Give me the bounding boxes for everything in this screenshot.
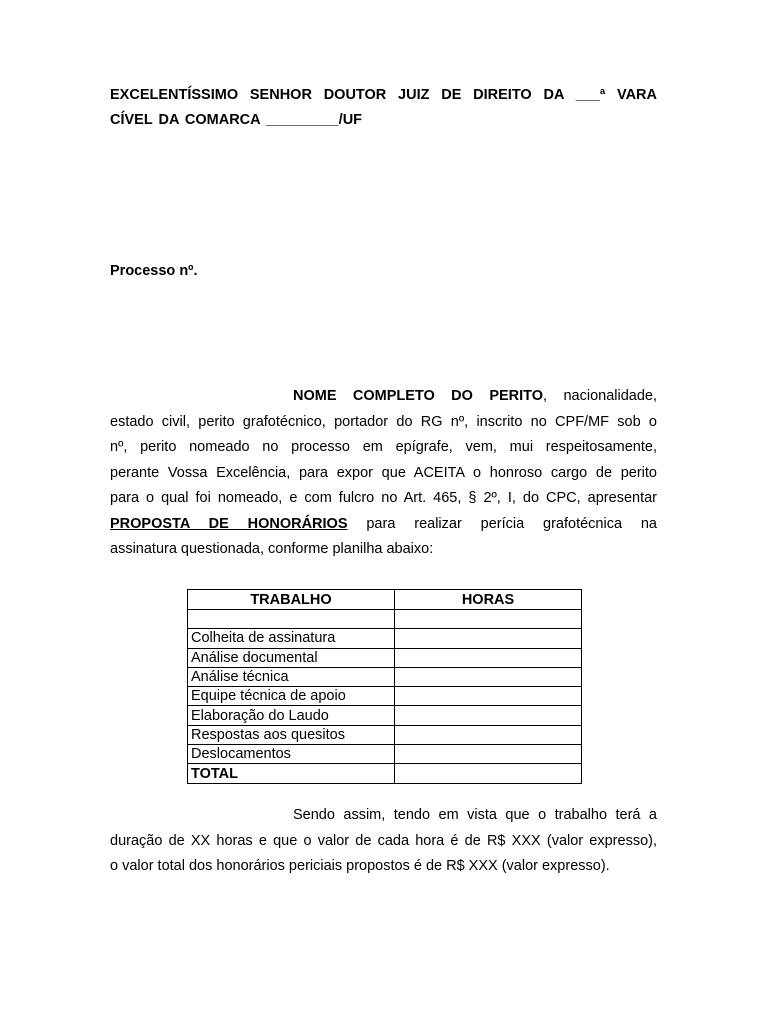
hours-cell [395,667,582,686]
expert-name: NOME COMPLETO DO PERITO [293,388,544,404]
addressee-heading [110,83,657,133]
table-total-row [188,764,582,783]
intro-line-6 [110,512,657,538]
table-header-row [188,590,582,610]
process-number-label: Processo nº. [110,263,198,279]
table-row [188,629,582,648]
work-cell: Deslocamentos [188,745,395,764]
intro-line-3: nº, perito nomeado no processo em epígrafe, vem, mui respeitosamente, [110,439,657,455]
table-row [188,667,582,686]
work-cell: Análise técnica [188,667,395,686]
proposal-label: PROPOSTA DE HONORÁRIOS [110,515,348,532]
intro-line-6-rest: para realizar perícia grafotécnica na [347,515,657,532]
addressee-line-2: CÍVEL DA COMARCA _________/UF [110,112,363,128]
total-label-cell: TOTAL [188,764,395,783]
table-row [188,687,582,706]
hours-cell [395,725,582,744]
header-hours: HORAS [395,590,582,610]
intro-paragraph [110,384,657,563]
conclusion-line-1: Sendo assim, tendo em vista que o trabalho terá a [293,807,657,823]
hours-cell [395,610,582,629]
conclusion-line-3: o valor total dos honorários periciais propostos é de R$ XXX (valor expresso). [110,858,610,874]
intro-line-2: estado civil, perito grafotécnico, portador do RG nº, inscrito no CPF/MF sob o [110,413,657,430]
work-cell: Colheita de assinatura [188,629,395,648]
hours-cell [395,687,582,706]
table-row [188,745,582,764]
header-work: TRABALHO [188,590,395,610]
total-hours-cell [395,764,582,783]
intro-line-1 [110,384,657,410]
intro-line-5: para o qual foi nomeado, e com fulcro no Art. 465, § 2º, I, do CPC, apresentar [110,490,657,506]
table-row [188,725,582,744]
work-cell: Respostas aos quesitos [188,725,395,744]
addressee-line-1: EXCELENTÍSSIMO SENHOR DOUTOR JUIZ DE DIREITO DA ___ª VARA [110,87,657,103]
table-row [188,648,582,667]
conclusion-line-2: duração de XX horas e que o valor de cada hora é de R$ XXX (valor expresso), [110,832,657,849]
hours-cell [395,648,582,667]
intro-line-4: perante Vossa Excelência, para expor que ACEITA o honroso cargo de perito [110,464,657,481]
work-cell: Análise documental [188,648,395,667]
conclusion-paragraph [110,803,657,880]
hours-cell [395,745,582,764]
hours-cell [395,629,582,648]
work-cell [188,610,395,629]
hours-table [187,589,582,784]
intro-line-1-rest: , nacionalidade, [543,388,657,404]
table-row [188,610,582,629]
hours-cell [395,706,582,725]
intro-line-7: assinatura questionada, conforme planilha abaixo: [110,541,434,557]
work-cell: Equipe técnica de apoio [188,687,395,706]
table-row [188,706,582,725]
work-cell: Elaboração do Laudo [188,706,395,725]
